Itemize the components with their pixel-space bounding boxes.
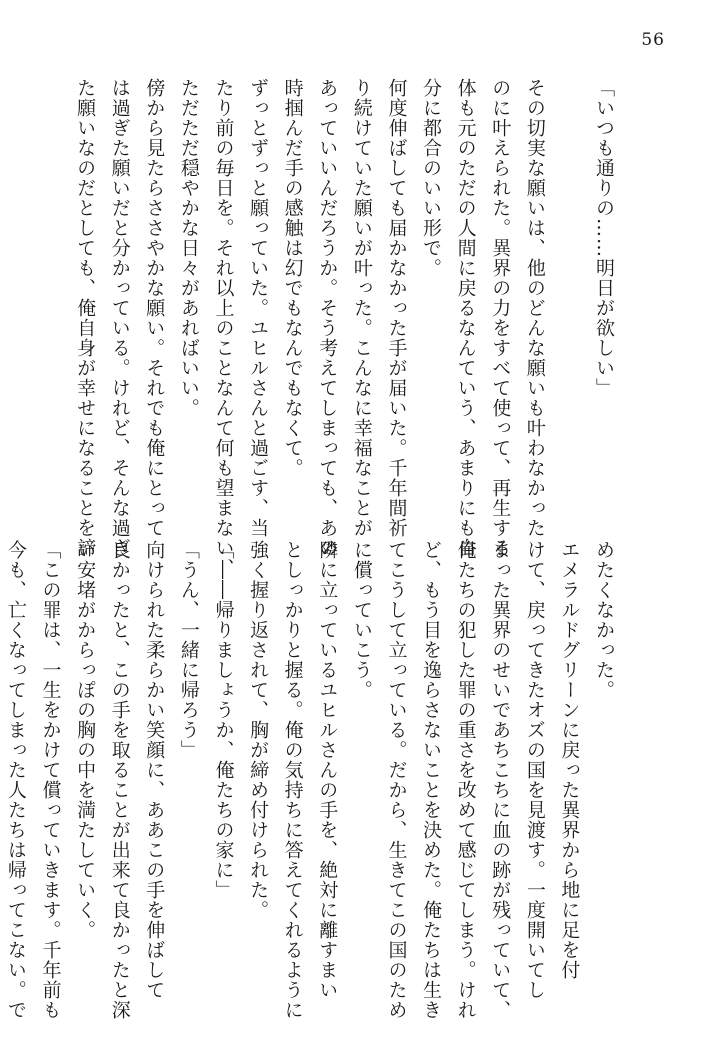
text-line: 隣に立っているユヒルさんの手を、絶対に離すまい (316, 540, 339, 1000)
text-line: 何度伸ばしても届かなかった手が届いた。千年間祈 (385, 78, 408, 538)
text-line: 分に都合のいい形で。 (420, 78, 443, 278)
text-line: 時掴んだ手の感触は幻でもなんでもなくて。 (281, 78, 304, 478)
text-line: あっていいんだろうか。そう考えてしまっても、あの (316, 78, 339, 558)
text-line: けて、戻ってきたオズの国を見渡す。一度開いてし (523, 540, 546, 1000)
lower-text-block (4, 540, 621, 1020)
text-line: は過ぎた願いだと分かっている。けれど、そんな過ぎ (108, 78, 131, 558)
text-line: ずっとずっと願っていた。ユヒルさんと過ごす、当 (247, 78, 270, 538)
text-line: たり前の毎日を。それ以上のことなんて何も望まない、 (212, 78, 235, 578)
text-line: 「うん、一緒に帰ろう」 (177, 540, 200, 760)
text-line: エメラルドグリーンに戻った異界から地に足を付 (558, 540, 581, 980)
text-line: に償っていこう。 (350, 540, 373, 700)
text-line: のに叶えられた。異界の力をすべて使って、再生する (489, 78, 512, 558)
text-line: ただただ穏やかな日々があればいい。 (177, 78, 200, 418)
text-line: ど、もう目を逸らさないことを決めた。俺たちは生き (420, 540, 443, 1020)
text-line: り続けていた願いが叶った。こんなに幸福なことが (350, 78, 373, 538)
upper-text-block (74, 78, 621, 578)
text-line: 良かったと、この手を取ることが出来て良かったと深 (108, 540, 131, 1020)
text-line: てこうして立っている。だから、生きてこの国のため (385, 540, 408, 1020)
text-line (552, 78, 587, 508)
text-line: 「いつも通りの……明日が欲しい」 (593, 78, 615, 398)
text-line: た願いなのだとしても、俺自身が幸せになることを諦 (74, 78, 97, 558)
text-line: 今も、亡くなってしまった人たちは帰ってこない。で (4, 540, 27, 1020)
text-line: い安堵がからっぽの胸の中を満たしていく。 (74, 540, 97, 940)
text-line: 強く握り返されて、胸が締め付けられた。 (247, 540, 270, 920)
text-line: 俺たちの犯した罪の重さを改めて感じてしまう。けれ (454, 540, 477, 1020)
text-line: その切実な願いは、他のどんな願いも叶わなかった (523, 78, 546, 538)
text-line: 体も元のただの人間に戻るなんていう、あまりにも自 (454, 78, 477, 558)
page-number: 56 (641, 30, 665, 50)
text-line: としっかりと握る。俺の気持ちに答えてくれるように (281, 540, 304, 1020)
text-line: 傍から見たらささやかな願い。それでも俺にとって (143, 78, 166, 538)
text-line: 向けられた柔らかい笑顔に、ああこの手を伸ばして (143, 540, 166, 1000)
text-line: 「――帰りましょうか、俺たちの家に」 (212, 540, 235, 900)
text-line: まった異界のせいであちこちに血の跡が残っていて、 (489, 540, 512, 1020)
text-line: 「この罪は、一生をかけて償っていきます。千年前も (39, 540, 62, 1020)
text-line: めたくなかった。 (593, 540, 615, 700)
